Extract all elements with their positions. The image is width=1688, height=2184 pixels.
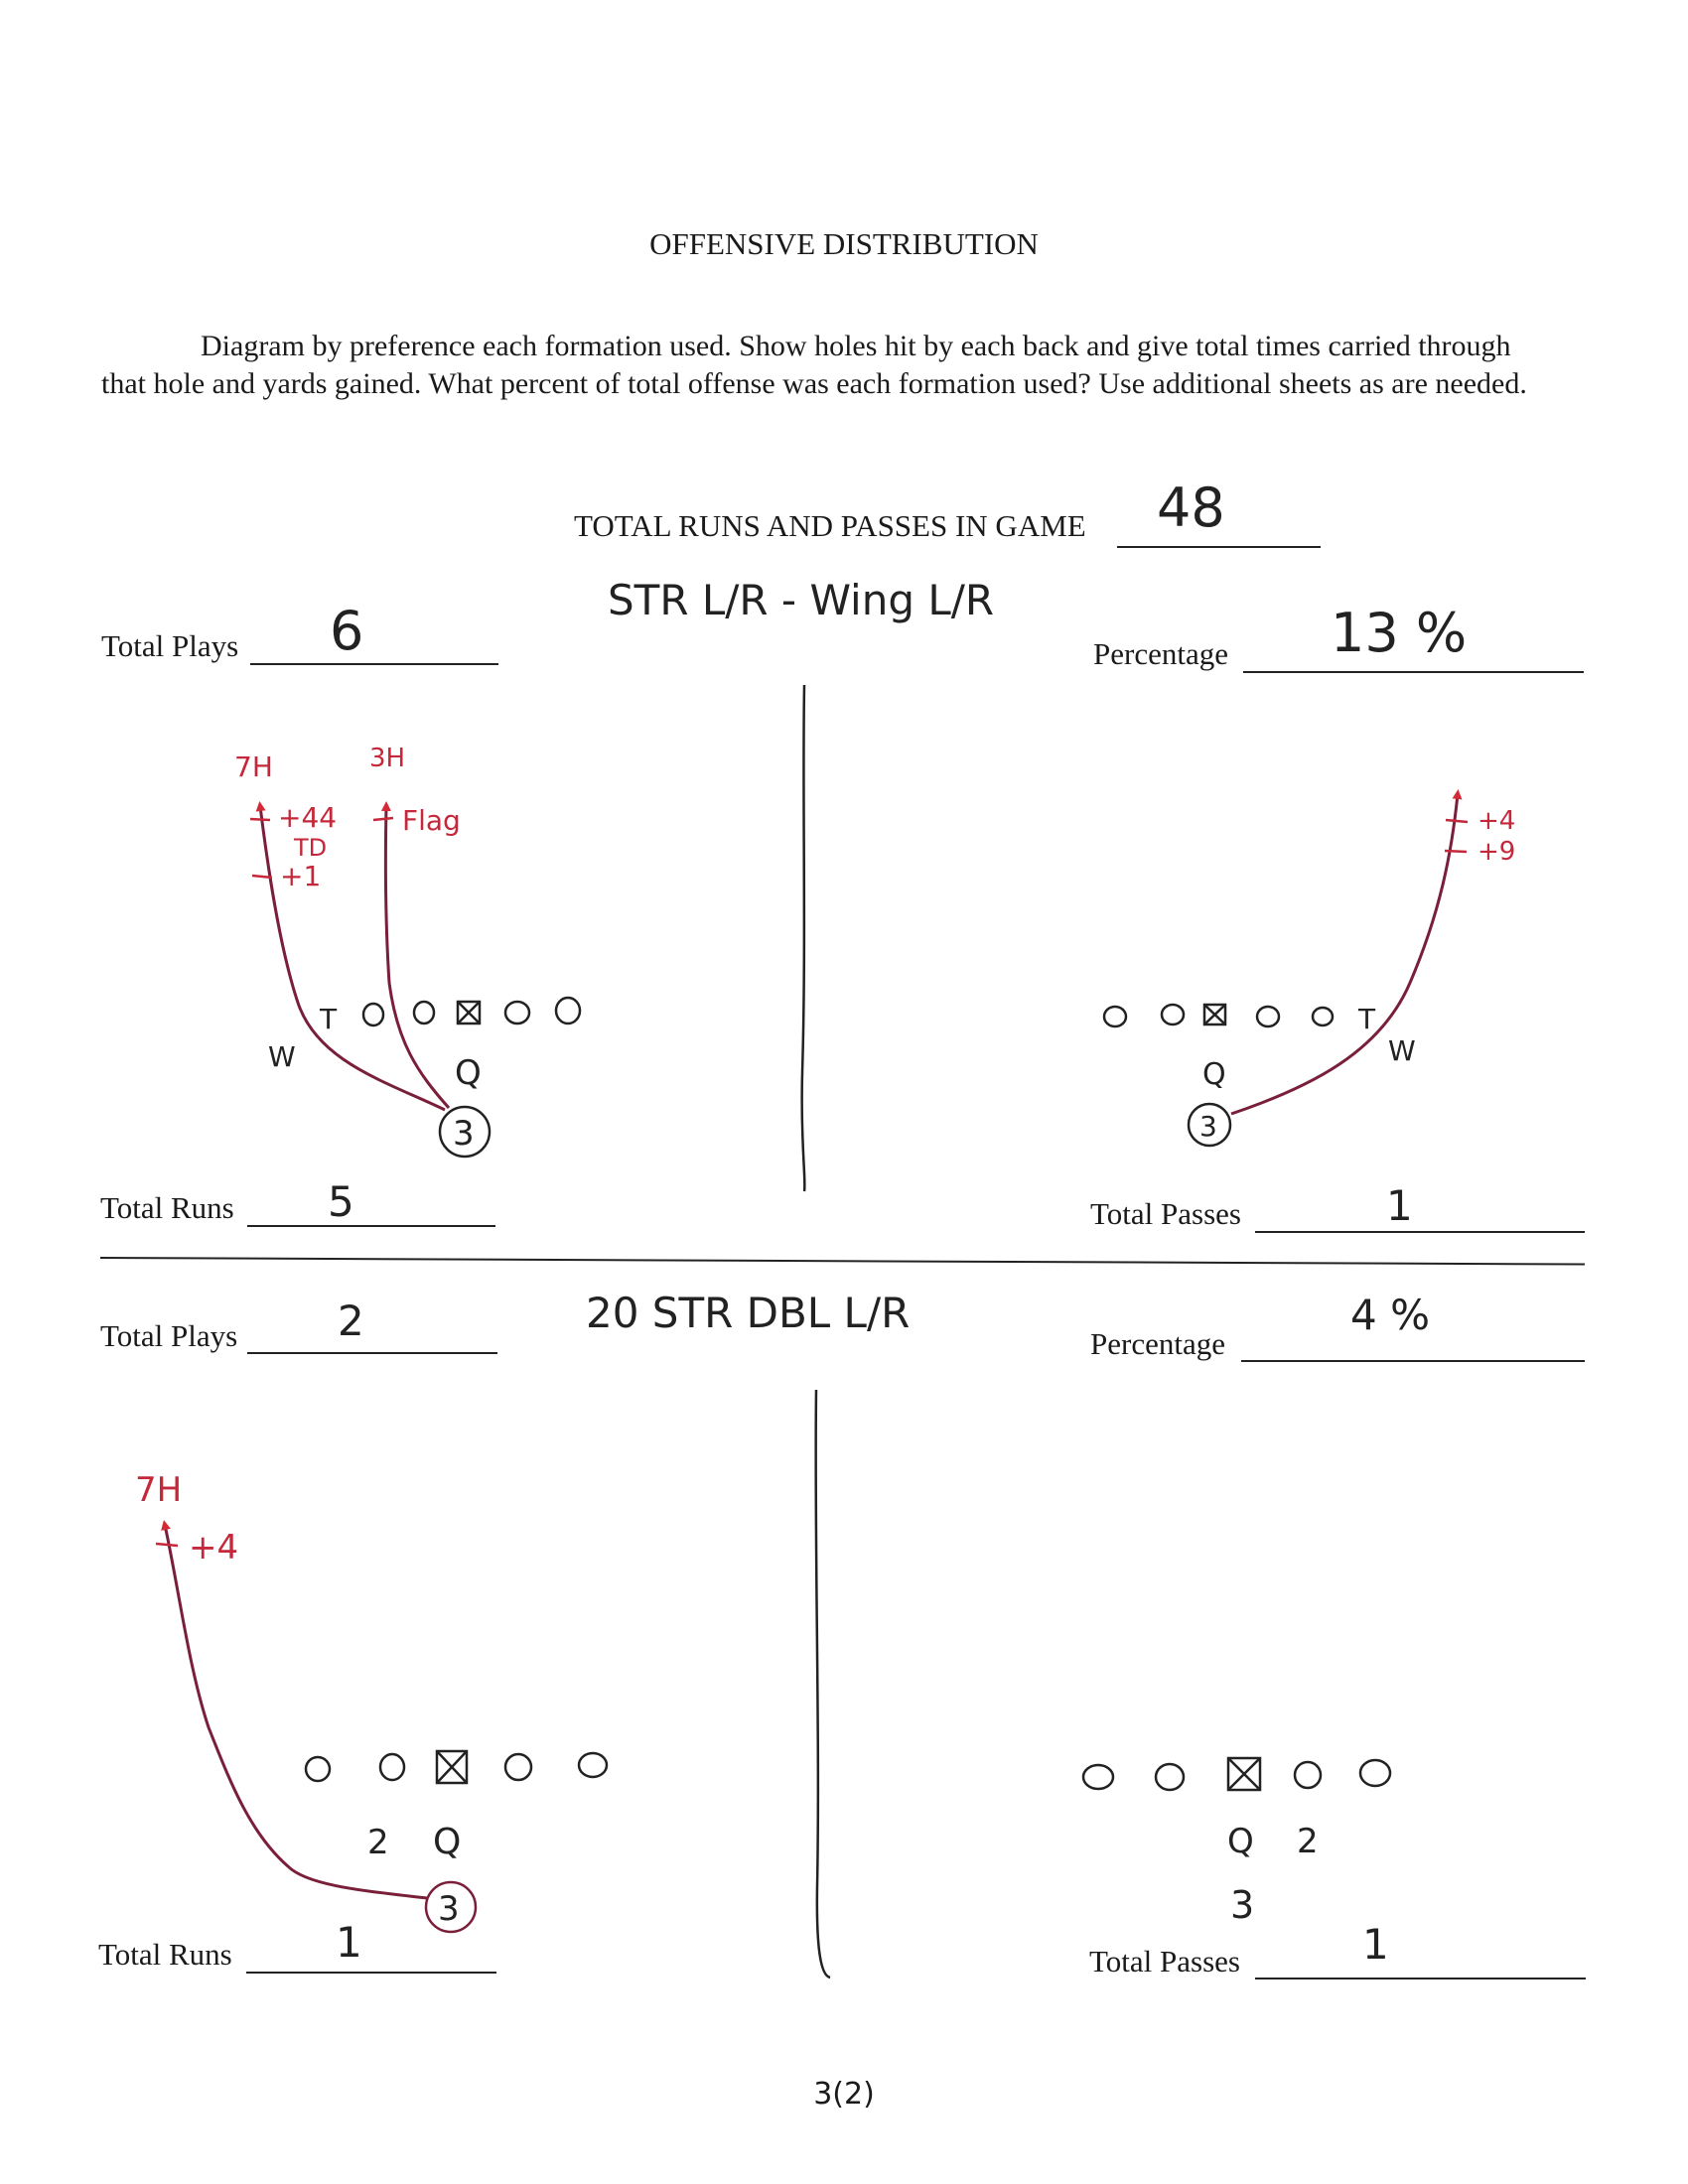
formation2-total-passes-value: 1	[1362, 1920, 1389, 1969]
f1-note-flag: Flag	[402, 804, 461, 837]
formation2-total-passes-label: Total Passes	[1089, 1944, 1240, 1979]
total-runs-passes-value: 48	[1157, 477, 1225, 539]
f1-run-back-3: 3	[453, 1114, 475, 1154]
f1-note-plus44: +44	[278, 801, 338, 834]
formation1-name: STR L/R - Wing L/R	[608, 576, 995, 624]
f2-note-plus4: +4	[189, 1528, 239, 1568]
formation1-center-divider	[802, 685, 805, 1191]
f2-run-back-3: 3	[438, 1889, 460, 1929]
formation1-percentage-value: 13 %	[1331, 602, 1468, 664]
formation1-percentage-label: Percentage	[1093, 636, 1228, 671]
f2-pass-back-2: 2	[1297, 1822, 1319, 1861]
f2-pass-back-3: 3	[1230, 1883, 1255, 1927]
formation1-pass-route	[1231, 794, 1468, 1114]
f1-run-line-o1	[363, 1004, 383, 1025]
f1-pass-back-3: 3	[1199, 1110, 1217, 1143]
formation2-percentage-label: Percentage	[1090, 1326, 1225, 1361]
f1-note-plus4: +4	[1477, 806, 1516, 836]
formation1-total-passes-value: 1	[1386, 1181, 1413, 1230]
formation1-total-runs-value: 5	[328, 1177, 354, 1226]
formation2-percentage-value: 4 %	[1350, 1291, 1430, 1339]
formation1-pass-diagram	[1104, 1003, 1416, 1146]
f2-run-back-2: 2	[367, 1823, 389, 1862]
formation2-center-divider	[816, 1390, 830, 1978]
f2-run-line-o2	[380, 1754, 404, 1780]
f1-pass-back-w: W	[1388, 1034, 1416, 1067]
formation1-pass-notes	[1477, 806, 1515, 867]
f1-run-line-o2	[414, 1002, 434, 1024]
total-runs-passes-label: TOTAL RUNS AND PASSES IN GAME	[574, 508, 1086, 543]
page-title: OFFENSIVE DISTRIBUTION	[649, 226, 1039, 261]
f1-run-line-o3	[505, 1002, 529, 1024]
f1-pass-line-o2	[1162, 1005, 1184, 1024]
f2-pass-line-o3	[1295, 1762, 1321, 1788]
formation1-total-passes-label: Total Passes	[1090, 1196, 1241, 1231]
f1-pass-back-q: Q	[1202, 1057, 1226, 1092]
f2-pass-back-q: Q	[1227, 1822, 1254, 1861]
formation2-pass-diagram	[1083, 1758, 1390, 1927]
f1-note-plus1: +1	[280, 860, 322, 892]
f2-run-back-q: Q	[433, 1822, 462, 1862]
f2-run-center-icon	[437, 1751, 467, 1783]
formation2-name: 20 STR DBL L/R	[586, 1289, 911, 1337]
f2-run-line-o1	[306, 1757, 330, 1781]
f2-pass-line-o2	[1156, 1764, 1184, 1790]
formation2-total-runs-value: 1	[336, 1918, 362, 1967]
f1-run-center-icon	[458, 1002, 480, 1024]
f2-pass-line-o4	[1360, 1760, 1390, 1786]
f1-note-hole-3h: 3H	[369, 744, 406, 773]
f1-run-line-o4	[556, 998, 580, 1024]
f1-note-hole-7h: 7H	[234, 751, 273, 783]
f1-pass-center-icon	[1204, 1005, 1225, 1024]
f2-run-line-o4	[579, 1753, 607, 1777]
formation1-total-plays-label: Total Plays	[101, 628, 239, 663]
formation2-run-notes	[135, 1470, 238, 1568]
f1-run-back-q: Q	[455, 1053, 482, 1093]
f1-note-plus9: +9	[1477, 837, 1516, 867]
formation2-total-plays-label: Total Plays	[100, 1318, 238, 1353]
f1-run-line-t: T	[320, 1003, 338, 1035]
page-number: 3(2)	[813, 2077, 875, 2112]
f1-pass-route-line	[1231, 794, 1458, 1114]
formation1-total-plays-value: 6	[330, 600, 364, 662]
formation2-total-plays-value: 2	[338, 1297, 364, 1345]
f1-pass-line-o1	[1104, 1007, 1126, 1026]
f1-note-td: TD	[294, 834, 328, 862]
f2-pass-center-icon	[1228, 1758, 1260, 1790]
f1-pass-line-o4	[1313, 1008, 1333, 1025]
formation1-total-runs-label: Total Runs	[100, 1190, 234, 1225]
f1-route-3h	[385, 806, 449, 1108]
f2-pass-line-o1	[1083, 1765, 1113, 1789]
formation2-run-diagram	[306, 1751, 607, 1932]
f2-run-line-o3	[505, 1754, 531, 1780]
instructions-paragraph: Diagram by preference each formation used. Show holes hit by each back and give total times carried through that hole and yards gained. What percent of total offense was each formation used? Use additional sheets as are needed.	[101, 330, 1527, 400]
f1-pass-line-o3	[1257, 1007, 1279, 1026]
f2-note-hole-7h: 7H	[135, 1470, 183, 1510]
formation2-total-runs-label: Total Runs	[98, 1937, 232, 1972]
f1-run-back-w: W	[268, 1040, 296, 1073]
f1-pass-line-t: T	[1358, 1003, 1376, 1035]
